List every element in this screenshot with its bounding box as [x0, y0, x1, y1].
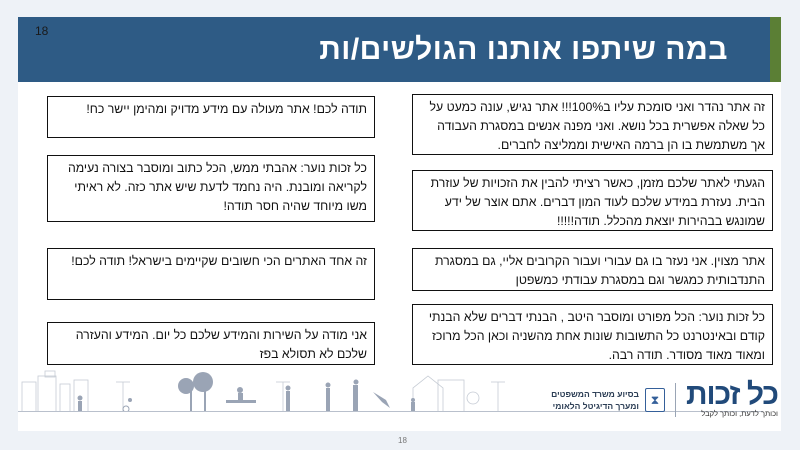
- slide-number-bottom: 18: [398, 436, 407, 445]
- city-skyline-icon: [18, 370, 518, 412]
- testimonial-box: זה אחד האתרים הכי חשובים שקיימים בישראל! תודה לכם!: [47, 248, 375, 300]
- ministry-credit: [551, 388, 639, 412]
- kol-zchut-logo: [685, 378, 778, 419]
- testimonial-box: זה אתר נהדר ואני סומכת עליו ב100%!!! אתר נגיש, עונה כמעט על כל שאלה אפשרית בכל נושא. ואני מפנה אנשים במסגרת העבודה אך משתמשת בו הן ברמה האישית וממליצה לחברים.: [412, 94, 773, 155]
- header-accent-bar: [770, 17, 781, 82]
- title-header-bar: [18, 17, 770, 82]
- slide-title: במה שיתפו אותנו הגולשים/ות: [319, 33, 728, 66]
- testimonial-box: אתר מצוין. אני נעזר בו גם עבורי ועבור הקרובים אליי, גם במסגרת התנדבותית כמגשר וגם במסגרת עבודתי כמשפטן: [412, 248, 773, 291]
- testimonial-box: כל זכות נוער: אהבתי ממש, הכל כתוב ומוסבר בצורה נעימה לקריאה ומובנת. היה נחמד לדעת שיש אתר כזה. לא ראיתי משו מיוחד שהיה חסר תודה!: [47, 155, 375, 222]
- testimonial-box: כל זכות נוער: הכל מפורט ומוסבר היטב , הבנתי דברים שלא הבנתי קודם ובאינטרנט כל התשובות שונות אחת מהשניה וכאן הכל מרוכז ומאוד מאוד מסודר. תודה רבה.: [412, 304, 773, 365]
- testimonial-box: הגעתי לאתר שלכם מזמן, כאשר רציתי להבין את הזכויות של עוזרת הבית. נעזרת במידע שלכם לעוד המון דברים. אתם אוצר של ידע שמונגש בבהירות יוצאת מהכלל. תודה!!!!!: [412, 170, 773, 231]
- city-park-illustration: [18, 370, 518, 412]
- testimonial-box: אני מודה על השירות והמידע שלכם כל יום. המידע והעזרה שלכם לא תסולא בפז: [47, 322, 375, 365]
- testimonial-box: תודה לכם! אתר מעולה עם מידע מדויק ומהימן יישר כח!: [47, 96, 375, 138]
- logo-divider: [675, 383, 676, 417]
- slide-number-top: 18: [35, 24, 49, 38]
- brand-name: כל זכות: [685, 378, 778, 411]
- menorah-emblem-icon: ⧗: [645, 388, 665, 412]
- brand-tagline: וכותך לדעת, וכותך לקבל: [701, 409, 778, 418]
- ministry-credit-line1: בסיוע משרד המשפטים: [551, 389, 639, 399]
- ministry-credit-line2: ומערך הדיגיטל הלאומי: [552, 401, 639, 411]
- footer-logos: [551, 378, 778, 422]
